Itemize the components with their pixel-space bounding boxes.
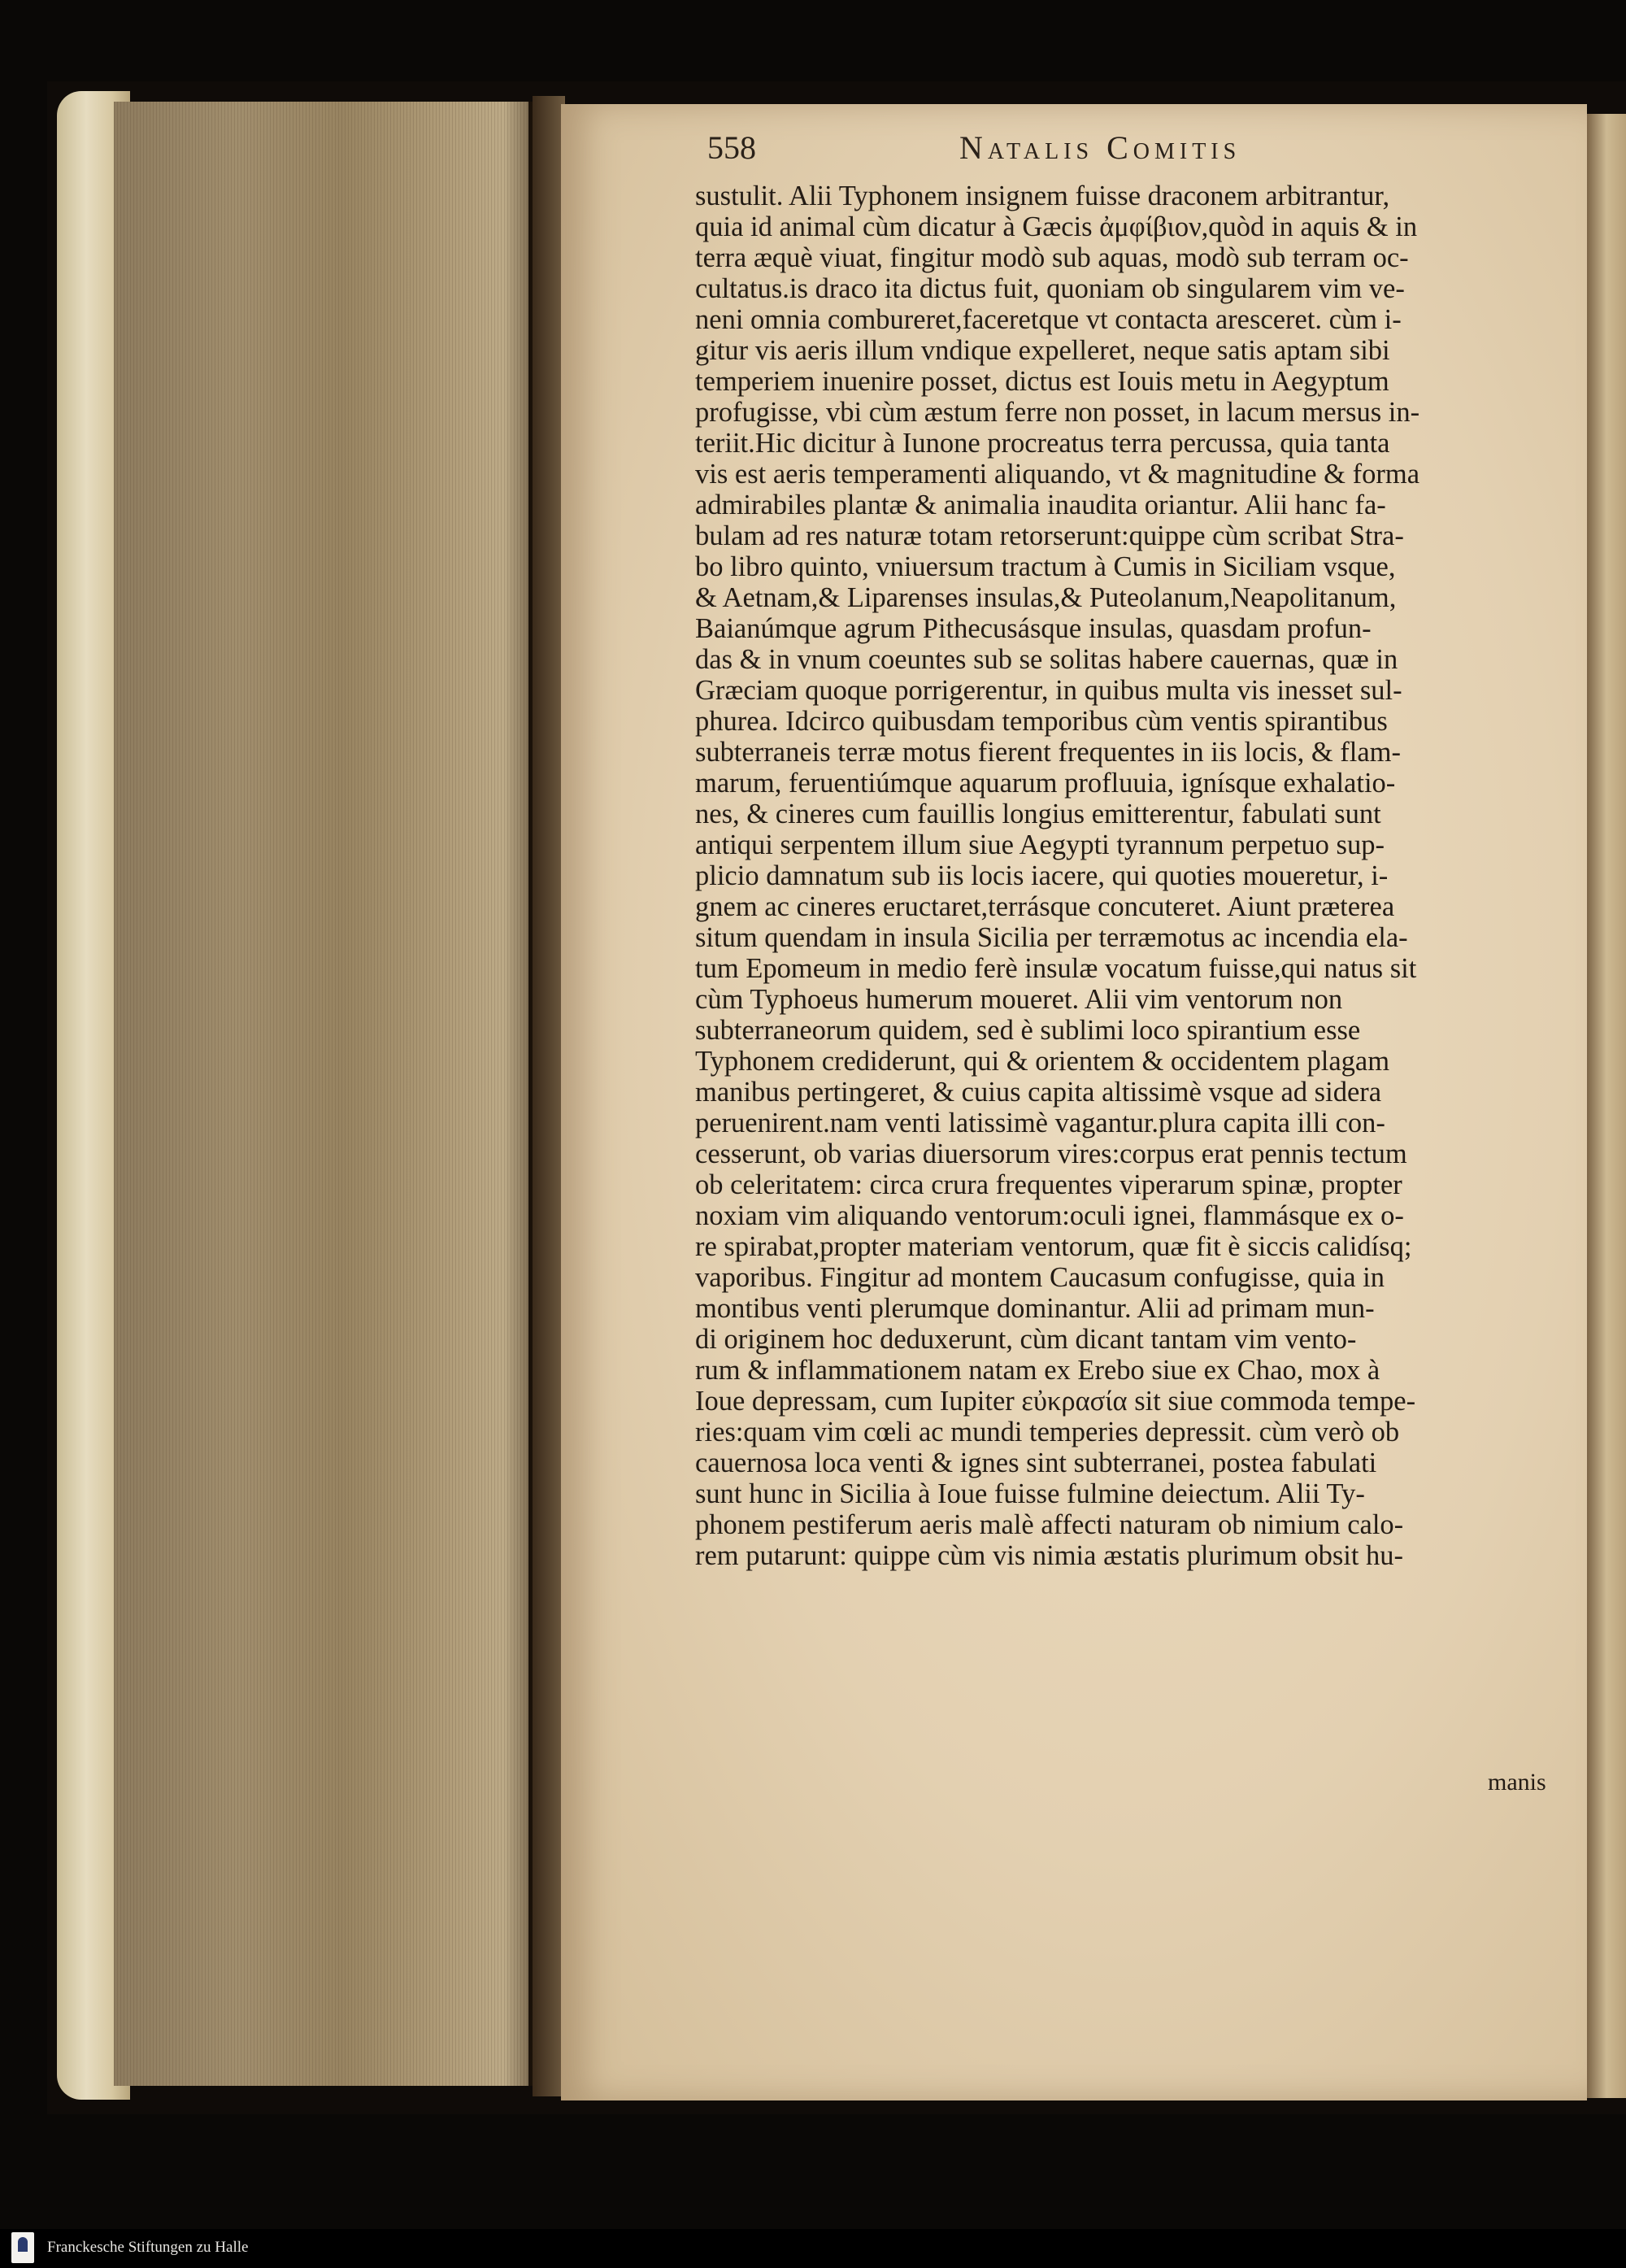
text-line: quia id animal cùm dicatur à Gæcis ἀμφίβιον,quòd in aquis & in: [695, 211, 1418, 242]
text-line: cesserunt, ob varias diuersorum vires:corpus erat pennis tectum: [695, 1138, 1407, 1169]
page-number: 558: [707, 129, 756, 166]
text-line: sustulit. Alii Typhonem insignem fuisse draconem arbitrantur,: [695, 181, 1390, 211]
text-line: admirabiles plantæ & animalia inaudita oriantur. Alii hanc fa-: [695, 490, 1386, 520]
text-line: bulam ad res naturæ totam retorserunt:quippe cùm scribat Stra-: [695, 520, 1404, 551]
text-line: Typhonem crediderunt, qui & orientem & occidentem plagam: [695, 1046, 1390, 1077]
text-line: marum, feruentiúmque aquarum profluuia, ignísque exhalatio-: [695, 768, 1396, 799]
text-line: & Aetnam,& Liparenses insulas,& Puteolanum,Neapolitanum,: [695, 582, 1397, 613]
text-line: ries:quam vim cœli ac mundi temperies depressit. cùm verò ob: [695, 1417, 1400, 1447]
running-title: Natalis Comitis: [959, 129, 1241, 166]
text-line: bo libro quinto, vniuersum tractum à Cumis in Siciliam vsque,: [695, 551, 1396, 582]
text-line: sunt hunc in Sicilia à Ioue fuisse fulmine deiectum. Alii Ty-: [695, 1478, 1365, 1509]
text-line: manibus pertingeret, & cuius capita altissimè vsque ad sidera: [695, 1077, 1382, 1108]
edge-shadow: [504, 102, 537, 2086]
text-line: re spirabat,propter materiam ventorum, quæ fit è siccis calidísq;: [695, 1231, 1412, 1262]
text-line: neni omnia combureret,faceretque vt contacta aresceret. cùm i-: [695, 304, 1402, 335]
text-line: subterraneis terræ motus fierent frequentes in iis locis, & flam-: [695, 737, 1402, 768]
text-line: das & in vnum coeuntes sub se solitas habere cauernas, quæ in: [695, 644, 1398, 675]
text-line: situm quendam in insula Sicilia per terræmotus ac incendia ela-: [695, 922, 1408, 953]
text-line: cultatus.is draco ita dictus fuit, quoniam ob singularem vim ve-: [695, 273, 1405, 304]
text-line: phonem pestiferum aeris malè affecti naturam ob nimium calo-: [695, 1509, 1404, 1540]
catchword: manis: [1488, 1769, 1546, 1796]
next-leaf-edge: [1587, 114, 1626, 2098]
text-line: gitur vis aeris illum vndique expelleret, neque satis aptam sibi: [695, 335, 1390, 366]
text-block-fore-edge: [114, 102, 528, 2086]
text-line: rem putarunt: quippe cùm vis nimia æstatis plurimum obsit hu-: [695, 1540, 1404, 1571]
text-line: antiqui serpentem illum siue Aegypti tyrannum perpetuo sup-: [695, 829, 1385, 860]
text-line: di originem hoc deduxerunt, cùm dicant tantam vim vento-: [695, 1324, 1357, 1355]
text-line: Græciam quoque porrigerentur, in quibus multa vis inesset sul-: [695, 675, 1402, 706]
text-line: rum & inflammationem natam ex Erebo siue ex Chao, mox à: [695, 1355, 1380, 1386]
text-line: ob celeritatem: circa crura frequentes viperarum spinæ, propter: [695, 1169, 1402, 1200]
text-line: nes, & cineres cum fauillis longius emitterentur, fabulati sunt: [695, 799, 1381, 829]
text-line: teriit.Hic dicitur à Iunone procreatus terra percussa, quia tanta: [695, 428, 1390, 459]
text-line: noxiam vim aliquando ventorum:oculi ignei, flammásque ex o-: [695, 1200, 1404, 1231]
text-line: plicio damnatum sub iis locis iacere, qui quoties moueretur, i-: [695, 860, 1389, 891]
footer-bar: [0, 2229, 1626, 2268]
text-line: peruenirent.nam venti latissimè vagantur.plura capita illi con-: [695, 1108, 1385, 1138]
text-line: gnem ac cineres eructaret,terrásque concuteret. Aiunt præterea: [695, 891, 1395, 922]
text-line: subterraneorum quidem, sed è sublimi loco spirantium esse: [695, 1015, 1361, 1046]
text-line: temperiem inuenire posset, dictus est Iouis metu in Aegyptum: [695, 366, 1389, 397]
text-line: vis est aeris temperamenti aliquando, vt & magnitudine & forma: [695, 459, 1420, 490]
text-line: cùm Typhoeus humerum moueret. Alii vim ventorum non: [695, 984, 1343, 1015]
book-gutter: [533, 96, 565, 2096]
text-line: Ioue depressam, cum Iupiter εὐκρασία sit siue commoda tempe-: [695, 1386, 1416, 1417]
text-block: [695, 181, 1557, 1571]
text-line: cauernosa loca venti & ignes sint subterranei, postea fabulati: [695, 1447, 1377, 1478]
institution-name: Franckesche Stiftungen zu Halle: [47, 2239, 249, 2256]
institution-logo-icon: [11, 2232, 34, 2263]
text-line: vaporibus. Fingitur ad montem Caucasum confugisse, quia in: [695, 1262, 1385, 1293]
running-head: [707, 128, 1553, 177]
text-line: montibus venti plerumque dominantur. Alii ad primam mun-: [695, 1293, 1375, 1324]
text-line: Baianúmque agrum Pithecusásque insulas, quasdam profun-: [695, 613, 1372, 644]
text-line: phurea. Idcirco quibusdam temporibus cùm ventis spirantibus: [695, 706, 1388, 737]
text-line: tum Epomeum in medio ferè insulæ vocatum fuisse,qui natus sit: [695, 953, 1417, 984]
text-line: terra æquè viuat, fingitur modò sub aquas, modò sub terram oc-: [695, 242, 1409, 273]
text-line: profugisse, vbi cùm æstum ferre non posset, in lacum mersus in-: [695, 397, 1420, 428]
